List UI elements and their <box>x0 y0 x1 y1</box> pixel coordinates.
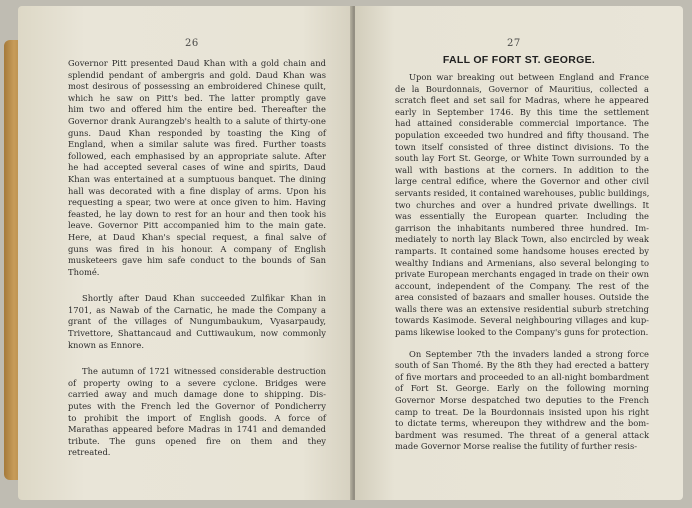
text-line: Governor Morse despatched two deputies to the French <box>395 395 649 406</box>
text-line: wall with bastions at the corners. In addition to the <box>395 164 649 175</box>
text-line: Trivettore, Shattancaud and Cuttiwaukum, now commonly <box>68 328 326 339</box>
text-line: feasted, he lay down to rest for an hour and then took his <box>68 208 326 219</box>
text-line: Khan was entertained at a sumptuous banquet. The dining <box>68 173 326 184</box>
text-line: to dictate terms, whereupon they withdrew and the bom- <box>395 418 649 429</box>
text-line: Governor drank Aurangzeb's health to a salute of thirty-one <box>68 115 326 126</box>
text-line: south lay Fort St. George, or White Town surrounded by a <box>395 153 649 164</box>
text-line: grant of the villages of Nungumbaukum, Vyasarpaudy, <box>68 316 326 327</box>
text-line: large central edifice, where the Governor and other civil <box>395 176 649 187</box>
text-line: scratch fleet and set sail for Madras, where he appeared <box>395 95 649 106</box>
text-line: he had accepted several cases of wine and spirits, Daud <box>68 162 326 173</box>
text-line: south of San Thomé. By the 8th they had erected a battery <box>395 360 649 371</box>
text-line: tribute. The guns opened fire on them and they <box>68 435 326 446</box>
text-line: area consisted of bazaars and smaller houses. Outside the <box>395 292 649 303</box>
text-line: England, when a similar salute was fired. Further toasts <box>68 139 326 150</box>
text-line: leave. Governor Pitt accompanied him to the main gate. <box>68 220 326 231</box>
text-line: private European merchants engaged in trade on their own <box>395 269 649 280</box>
text-line: two churches and over a hundred private dwellings. It <box>395 199 649 210</box>
chapter-title: FALL OF FORT ST. GEORGE. <box>442 54 596 66</box>
text-line: requesting a spear, two were at once given to him. Having <box>68 197 326 208</box>
text-line: de la Bourdonnais, Governor of Mauritius, collected a <box>395 83 649 94</box>
text-line: was essentially the European quarter. Including the <box>395 211 649 222</box>
right-page-text <box>395 72 649 453</box>
text-line: wealthy Indians and Armenians, also several belonging to <box>395 257 649 268</box>
right-page-number: 27 <box>507 38 521 49</box>
paragraph <box>68 366 326 459</box>
text-line: guns was fired in his honour. A company of English <box>68 243 326 254</box>
text-line: splendid pendant of ambergris and gold. Daud Khan was <box>68 69 326 80</box>
text-line: ramparts. It contained some handsome houses erected by <box>395 245 649 256</box>
text-line: Marathas appeared before Madras in 1741 and demanded <box>68 424 326 435</box>
text-line: him two and offered him the entire bed. Thereafter the <box>68 104 326 115</box>
text-line: servants resided, it contained warehouses, public buildings, <box>395 187 650 198</box>
text-line: towards Kasimode. Several neighbouring villages and kup- <box>395 315 649 326</box>
text-line: most desirous of possessing an embroidered Chinese quilt, <box>68 81 326 92</box>
left-page <box>18 6 352 500</box>
text-line: Governor Pitt presented Daud Khan with a gold chain and <box>68 58 326 68</box>
text-line: known as Ennore. <box>68 339 144 350</box>
text-line: which he saw on Pitt's bed. The latter promptly gave <box>68 92 326 103</box>
paragraph <box>395 349 649 453</box>
text-line: of Fort St. George. Early on the following morning <box>395 383 649 394</box>
text-line: guns. Daud Khan responded by toasting the King of <box>68 127 326 138</box>
left-page-text <box>68 58 326 459</box>
text-line: Shortly after Daud Khan succeeded Zulfikar Khan in <box>82 293 326 304</box>
text-line: carried away and much damage done to shipping. Dis- <box>68 389 326 400</box>
text-line: retreated. <box>68 447 111 458</box>
text-line: walls there was an extensive residential suburb stretching <box>395 303 649 314</box>
text-line: early in September 1746. By this time the settlement <box>395 106 649 117</box>
text-line: The autumn of 1721 witnessed considerable destruction <box>82 366 326 377</box>
text-line: Upon war breaking out between England and France <box>409 72 649 82</box>
text-line: had attained considerable commercial importance. The <box>395 118 649 129</box>
text-line: made Governor Morse realise the futility of further resis- <box>395 441 638 452</box>
text-line: of five mortars and proceeded to an all-night bombardment <box>395 371 649 382</box>
text-line: town itself consisted of three distinct divisions. To the <box>395 141 649 152</box>
text-line: On September 7th the invaders landed a strong force <box>409 348 649 359</box>
paragraph <box>395 72 649 339</box>
text-line: putes with the French led the Governor of Pondicherry <box>68 401 326 412</box>
right-page <box>355 6 683 500</box>
paragraph <box>68 58 326 278</box>
text-line: pams likewise looked to the Company's guns for protection. <box>395 327 649 338</box>
text-line: account, independent of the Company. The rest of the <box>395 280 649 291</box>
text-line: to prohibit the import of English goods. A force of <box>68 412 326 423</box>
text-line: 1701, as Nawab of the Carnatic, he made the Company a <box>68 304 326 315</box>
left-page-number: 26 <box>185 38 199 49</box>
text-line: mediately to north lay Black Town, also encircled by weak <box>395 234 649 245</box>
text-line: hall was decorated with a fine display of arms. Upon his <box>68 185 326 196</box>
text-line: garrison the inhabitants numbered three hundred. Im- <box>395 222 649 233</box>
text-line: camp to treat. De la Bourdonnais insisted upon his right <box>395 406 649 417</box>
text-line: Here, at Daud Khan's special request, a final salve of <box>68 231 326 242</box>
text-line: followed, each emphasised by an appropriate salute. After <box>68 150 326 161</box>
text-line: Thomé. <box>68 266 100 277</box>
text-line: of property owing to a severe cyclone. Bridges were <box>68 377 326 388</box>
text-line: musketeers gave him safe conduct to the bounds of San <box>68 255 326 266</box>
text-line: bardment was resumed. The threat of a general attack <box>395 429 649 440</box>
text-line: population exceeded two hundred and fifty thousand. The <box>395 129 649 140</box>
paragraph <box>68 293 326 351</box>
